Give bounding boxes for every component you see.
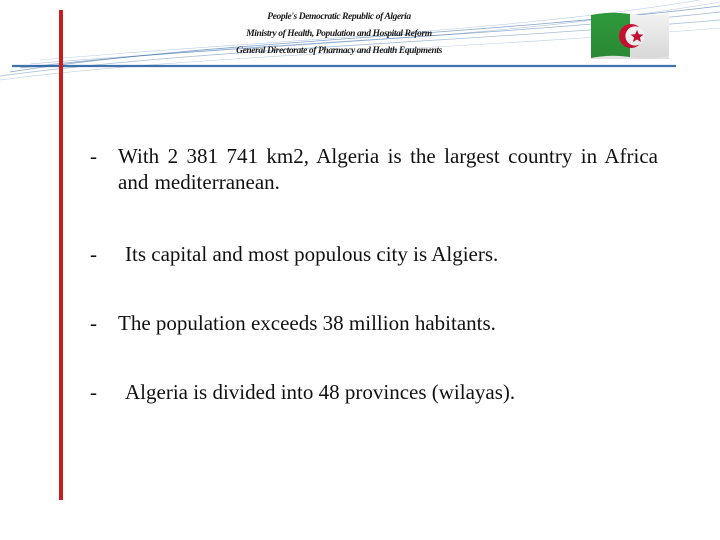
bullet-capital-text: Its capital and most populous city is Algiers.: [125, 242, 499, 266]
header-ministry-line: Ministry of Health, Population and Hospital Reform: [246, 29, 432, 39]
bullet-population: [90, 310, 658, 336]
bullet-provinces-text: Algeria is divided into 48 provinces (wilayas).: [125, 380, 516, 404]
algeria-flag-icon: [591, 11, 669, 59]
header-directorate-line: General Directorate of Pharmacy and Health Equipments: [236, 46, 442, 56]
bullet-dash: -: [90, 380, 97, 404]
bullet-dash: -: [90, 144, 97, 168]
header-country-line: People's Democratic Republic of Algeria: [267, 12, 411, 22]
bullet-dash: -: [90, 242, 97, 266]
bullet-provinces: [90, 379, 658, 405]
slide-header: [200, 9, 478, 60]
left-accent-bar: [59, 10, 63, 500]
bullet-capital: [90, 241, 658, 267]
bullet-dash: -: [90, 311, 97, 335]
bullet-population-text: The population exceeds 38 million habitants.: [118, 311, 496, 335]
bullet-area: [90, 143, 658, 195]
bullet-area-text: With 2 381 741 km2, Algeria is the largest country in Africa and mediterranean.: [118, 144, 658, 194]
